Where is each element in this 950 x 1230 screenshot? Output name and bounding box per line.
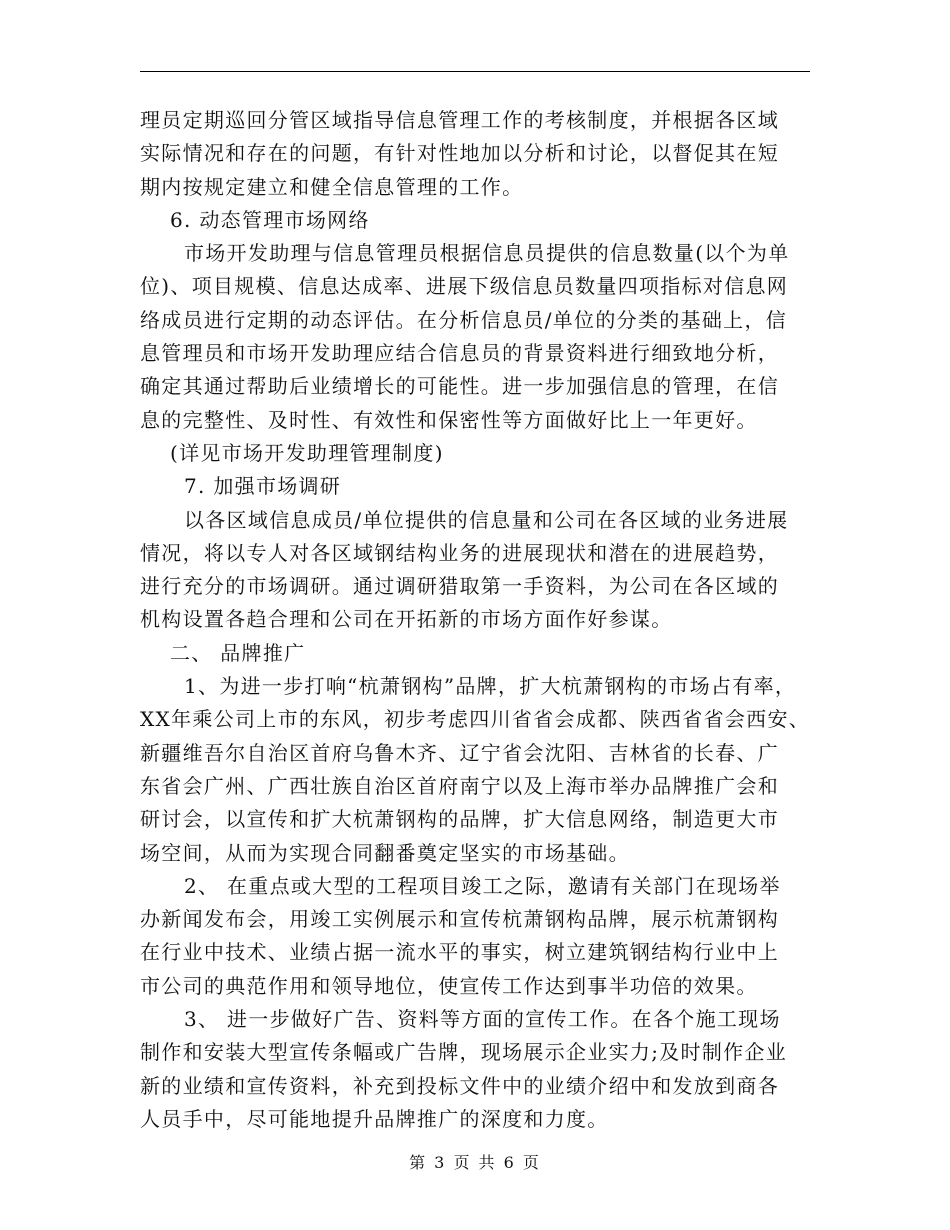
text-line: 进行充分的市场调研。通过调研猎取第一手资料，为公司在各区域的	[140, 574, 779, 599]
text-line: 实际情况和存在的问题，有针对性地加以分析和讨论，以督促其在短	[140, 141, 779, 166]
text-line: 东省会广州、广西壮族自治区首府南宁以及上海市举办品牌推广会和	[140, 773, 779, 798]
text-line: 确定其通过帮助后业绩增长的可能性。进一步加强信息的管理，在信	[140, 374, 779, 399]
page-footer: 第 3 页 共 6 页	[409, 1153, 541, 1172]
text-line: 研讨会，以宣传和扩大杭萧钢构的品牌，扩大信息网络，制造更大市	[140, 807, 779, 832]
header-rule	[140, 71, 810, 72]
text-line: 3、 进一步做好广告、资料等方面的宣传工作。在各个施工现场	[184, 1007, 781, 1032]
text-line: 人员手中，尽可能地提升品牌推广的深度和力度。	[140, 1106, 609, 1131]
text-line: 机构设置各趋合理和公司在开拓新的市场方面作好参谋。	[140, 607, 673, 632]
text-line: 位)、项目规模、信息达成率、进展下级信息员数量四项指标对信息网	[140, 274, 789, 299]
text-line: 1、为进一步打响“杭萧钢构”品牌，扩大杭萧钢构的市场占有率，	[184, 674, 797, 699]
text-line: 场空间，从而为实现合同翻番奠定坚实的市场基础。	[140, 840, 630, 865]
text-line: 制作和安装大型宣传条幅或广告牌，现场展示企业实力;及时制作企业	[140, 1040, 788, 1065]
text-line: (详见市场开发助理管理制度)	[170, 440, 444, 465]
text-line: 情况，将以专人对各区域钢结构业务的进展现状和潜在的进展趋势，	[140, 540, 779, 565]
text-line: 络成员进行定期的动态评估。在分析信息员/单位的分类的基础上，信	[140, 307, 788, 332]
text-line: 市场开发助理与信息管理员根据信息员提供的信息数量(以个为单	[184, 241, 790, 266]
text-line: 新的业绩和宣传资料，补充到投标文件中的业绩介绍中和发放到商各	[140, 1073, 779, 1098]
body-text	[140, 104, 812, 1136]
text-line: 新疆维吾尔自治区首府乌鲁木齐、辽宁省会沈阳、吉林省的长春、广	[140, 740, 779, 765]
text-line: 息的完整性、及时性、有效性和保密性等方面做好比上一年更好。	[140, 407, 758, 432]
text-line: 以各区域信息成员/单位提供的信息量和公司在各区域的业务进展	[184, 507, 789, 532]
section-heading: 二、 品牌推广	[170, 640, 306, 665]
section-heading: 7. 加强市场调研	[184, 474, 342, 499]
text-line: 办新闻发布会，用竣工实例展示和宣传杭萧钢构品牌，展示杭萧钢构	[140, 907, 779, 932]
text-line: 2、 在重点或大型的工程项目竣工之际，邀请有关部门在现场举	[184, 873, 781, 898]
section-heading: 6. 动态管理市场网络	[170, 207, 370, 232]
text-line: 期内按规定建立和健全信息管理的工作。	[140, 174, 524, 199]
text-line: XX年乘公司上市的东风，初步考虑四川省省会成都、陕西省省会西安、	[140, 707, 811, 732]
text-line: 息管理员和市场开发助理应结合信息员的背景资料进行细致地分析，	[140, 341, 779, 366]
text-line: 市公司的典范作用和领导地位，使宣传工作达到事半功倍的效果。	[140, 973, 758, 998]
text-line: 理员定期巡回分管区域指导信息管理工作的考核制度，并根据各区域	[140, 108, 779, 132]
text-line: 在行业中技术、业绩占据一流水平的事实，树立建筑钢结构行业中上	[140, 940, 779, 965]
